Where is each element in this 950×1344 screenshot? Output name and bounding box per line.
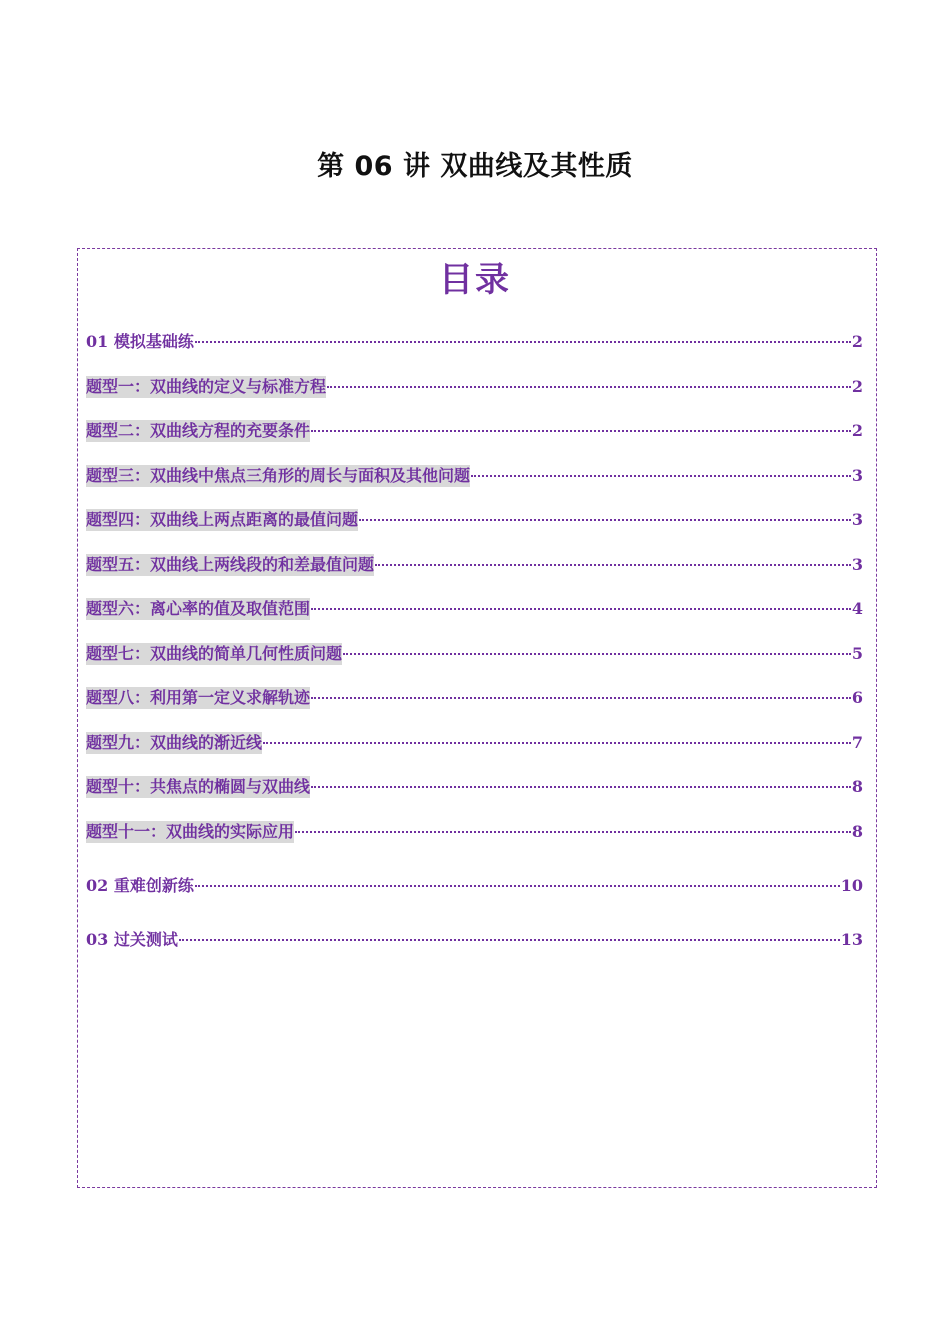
toc-heading: 目录 — [439, 260, 511, 300]
toc-entry-page-number: 3 — [851, 510, 863, 529]
toc-entry-page-number: 3 — [851, 555, 863, 574]
toc-entry[interactable] — [86, 376, 863, 398]
toc-entry[interactable] — [86, 875, 863, 897]
toc-leader-dots — [263, 742, 851, 744]
toc-entry[interactable] — [86, 331, 863, 353]
toc-entry[interactable] — [86, 732, 863, 754]
toc-entry[interactable] — [86, 598, 863, 620]
toc-entry-page-number: 13 — [840, 930, 863, 949]
toc-leader-dots — [375, 564, 851, 566]
toc-leader-dots — [471, 475, 851, 477]
toc-entry[interactable] — [86, 929, 863, 951]
toc-entry-page-number: 8 — [851, 777, 863, 796]
toc-entry-label: 02 重难创新练 — [86, 876, 194, 895]
toc-entry[interactable] — [86, 643, 863, 665]
toc-entry-label: 题型四：双曲线上两点距离的最值问题 — [86, 510, 359, 529]
toc-entry-label: 题型七：双曲线的简单几何性质问题 — [86, 644, 343, 663]
toc-entry-page-number: 10 — [840, 876, 863, 895]
toc-entry-label: 题型六：离心率的值及取值范围 — [86, 599, 311, 618]
toc-entry[interactable] — [86, 776, 863, 798]
toc-leader-dots — [343, 653, 851, 655]
toc-entry-label: 题型二：双曲线方程的充要条件 — [86, 421, 311, 440]
toc-entry-label: 题型十一：双曲线的实际应用 — [86, 822, 295, 841]
toc-entry-page-number: 6 — [851, 688, 863, 707]
toc-entry-page-number: 4 — [851, 599, 863, 618]
toc-entry-label: 题型三：双曲线中焦点三角形的周长与面积及其他问题 — [86, 466, 471, 485]
toc-entry-page-number: 8 — [851, 822, 863, 841]
toc-entry-label: 题型九：双曲线的渐近线 — [86, 733, 263, 752]
toc-entry[interactable] — [86, 465, 863, 487]
toc-entry-page-number: 2 — [851, 377, 863, 396]
toc-entry-page-number: 7 — [851, 733, 863, 752]
toc-entry-label: 01 模拟基础练 — [86, 332, 194, 351]
toc-entry[interactable] — [86, 687, 863, 709]
toc-leader-dots — [195, 885, 840, 887]
toc-leader-dots — [359, 519, 851, 521]
toc-leader-dots — [195, 341, 851, 343]
toc-leader-dots — [311, 786, 851, 788]
toc-entry-label: 03 过关测试 — [86, 930, 178, 949]
document-title: 第 06 讲 双曲线及其性质 — [317, 151, 633, 182]
toc-entry[interactable] — [86, 554, 863, 576]
toc-entry-page-number: 2 — [851, 332, 863, 351]
toc-entry[interactable] — [86, 420, 863, 442]
toc-leader-dots — [179, 939, 840, 941]
toc-entry-label: 题型十：共焦点的椭圆与双曲线 — [86, 777, 311, 796]
toc-entry-page-number: 2 — [851, 421, 863, 440]
toc-entry-page-number: 5 — [851, 644, 863, 663]
toc-leader-dots — [311, 608, 851, 610]
toc-entry[interactable] — [86, 509, 863, 531]
toc-entry[interactable] — [86, 821, 863, 843]
toc-leader-dots — [295, 831, 851, 833]
toc-leader-dots — [311, 697, 851, 699]
toc-entry-label: 题型一：双曲线的定义与标准方程 — [86, 377, 327, 396]
toc-leader-dots — [311, 430, 851, 432]
toc-entry-page-number: 3 — [851, 466, 863, 485]
toc-entry-label: 题型八：利用第一定义求解轨迹 — [86, 688, 311, 707]
toc-leader-dots — [327, 386, 851, 388]
toc-entry-label: 题型五：双曲线上两线段的和差最值问题 — [86, 555, 375, 574]
